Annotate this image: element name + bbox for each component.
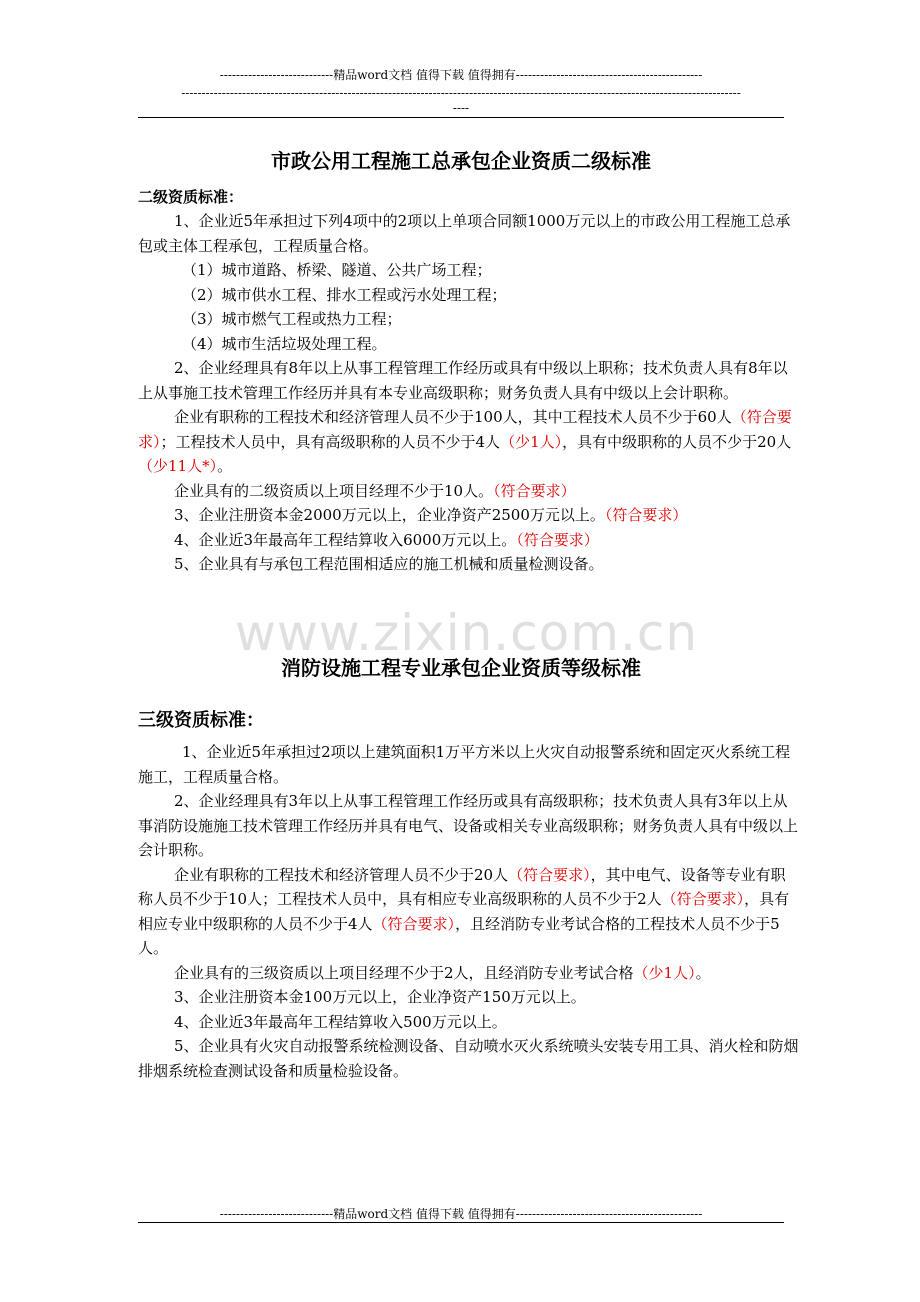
header-line-2: ------------------------------------------------------------------------------------------------------------------------------------------ <box>181 86 741 100</box>
s1-item-3: （3）城市燃气工程或热力工程； <box>182 310 402 328</box>
section2-body <box>138 740 800 1083</box>
s1-p5-note: （符合要求） <box>604 506 688 524</box>
s1-item-1: （1）城市道路、桥梁、隧道、公共广场工程； <box>182 261 492 279</box>
s2-p3-text-a: 企业有职称的工程技术和经济管理人员不少于20人 <box>174 865 509 884</box>
s1-paragraph-7: 5、企业具有与承包工程范围相适应的施工机械和质量检测设备。 <box>174 555 604 573</box>
s1-paragraph-5 <box>138 503 800 528</box>
s2-p4-note: （少1人） <box>633 963 696 982</box>
s2-paragraph-1: 1、企业近5年承担过2项以上建筑面积1万平方米以上火灾自动报警系统和固定灭火系统工程施工，工程质量合格。 <box>138 743 791 786</box>
s2-p3-text-e: ，具有相应专业中级职称的人员不少于4人 <box>138 890 790 933</box>
section1-subtitle: 二级资质标准： <box>138 188 244 206</box>
s1-paragraph-2: 2、企业经理具有8年以上从事工程管理工作经历或具有中级以上职称；技术负责人具有8年以上从事施工技术管理工作经历并具有本专业高级职称；财务负责人具有中级以上会计职称。 <box>138 359 788 402</box>
s1-p3-text-e: ，具有中级职称的人员不少于20人 <box>562 432 792 451</box>
s1-p3-note-3: （少11人*） <box>138 457 218 475</box>
s1-p3-note-2: （少1人） <box>500 432 563 451</box>
s1-paragraph-4 <box>138 479 800 504</box>
s1-p6-text: 4、企业近3年最高年工程结算收入6000万元以上。 <box>174 530 517 549</box>
s1-paragraph-3 <box>138 405 800 479</box>
section1-title: 市政公用工程施工总承包企业资质二级标准 <box>271 149 651 173</box>
s2-p3-note-2: （符合要求） <box>661 890 745 908</box>
header-line-3: ---- <box>452 101 470 115</box>
header-line-1: ----------------------------精品word文档 值得下载 值得拥有---------------------------------------------- <box>219 68 703 82</box>
watermark: www.zixin.com.cn <box>235 604 699 662</box>
s1-p3-text-g: 。 <box>217 457 233 475</box>
section2-title: 消防设施工程专业承包企业资质等级标准 <box>281 656 641 680</box>
s1-item-2: （2）城市供水工程、排水工程或污水处理工程； <box>182 285 507 304</box>
footer-line-1: ----------------------------精品word文档 值得下载 值得拥有---------------------------------------------- <box>219 1207 703 1221</box>
s2-p4-text-end: 。 <box>695 963 711 982</box>
s1-p3-text-c: ；工程技术人员中，具有高级职称的人员不少于4人 <box>160 432 501 451</box>
section1-body <box>138 209 800 577</box>
s2-paragraph-7: 5、企业具有火灾自动报警系统检测设备、自动喷水灭火系统喷头安装专用工具、消火栓和防烟排烟系统检查测试设备和质量检验设备。 <box>138 1037 799 1080</box>
s1-paragraph-6 <box>138 528 800 553</box>
s2-paragraph-2: 2、企业经理具有3年以上从事工程管理工作经历或具有高级职称；技术负责人具有3年以上从事消防设施施工技术管理工作经历并具有电气、设备或相关专业高级职称；财务负责人具有中级以上会计职称。 <box>138 792 799 859</box>
footer-rule <box>138 1222 784 1223</box>
s1-p3-note-1: （符合要求） <box>138 408 792 451</box>
s1-p6-note: （符合要求） <box>516 530 599 549</box>
s1-p3-text-a: 企业有职称的工程技术和经济管理人员不少于100人，其中工程技术人员不少于60人 <box>174 408 732 426</box>
s1-paragraph-1: 1、企业近5年承担过下列4项中的2项以上单项合同额1000万元以上的市政公用工程施工总承包或主体工程承包，工程质量合格。 <box>138 212 791 255</box>
section2-subtitle: 三级资质标准： <box>138 710 264 731</box>
s1-p4-note: （符合要求） <box>493 481 576 500</box>
s2-p3-text-g: ，且经消防专业考试合格的工程技术人员不少于5人。 <box>138 914 780 957</box>
s2-paragraph-5: 3、企业注册资本金100万元以上，企业净资产150万元以上。 <box>174 988 586 1006</box>
s2-p3-note-3: （符合要求） <box>372 914 456 933</box>
s2-p4-text: 企业具有的三级资质以上项目经理不少于2人，且经消防专业考试合格 <box>174 963 634 982</box>
s2-p3-text-c: ，其中电气、设备等专业有职称人员不少于10人；工程技术人员中，具有相应专业高级职称的人员不少于2人 <box>138 865 786 908</box>
s2-paragraph-3 <box>138 863 800 961</box>
s2-paragraph-4 <box>138 961 800 986</box>
s2-paragraph-6: 4、企业近3年最高年工程结算收入500万元以上。 <box>174 1012 507 1031</box>
header-rule <box>138 117 784 118</box>
s1-p4-text: 企业具有的二级资质以上项目经理不少于10人。 <box>174 481 494 500</box>
s1-p5-text: 3、企业注册资本金2000万元以上，企业净资产2500万元以上。 <box>174 506 605 524</box>
s1-item-4: （4）城市生活垃圾处理工程。 <box>182 334 387 353</box>
s2-p3-note-1: （符合要求） <box>508 865 591 884</box>
